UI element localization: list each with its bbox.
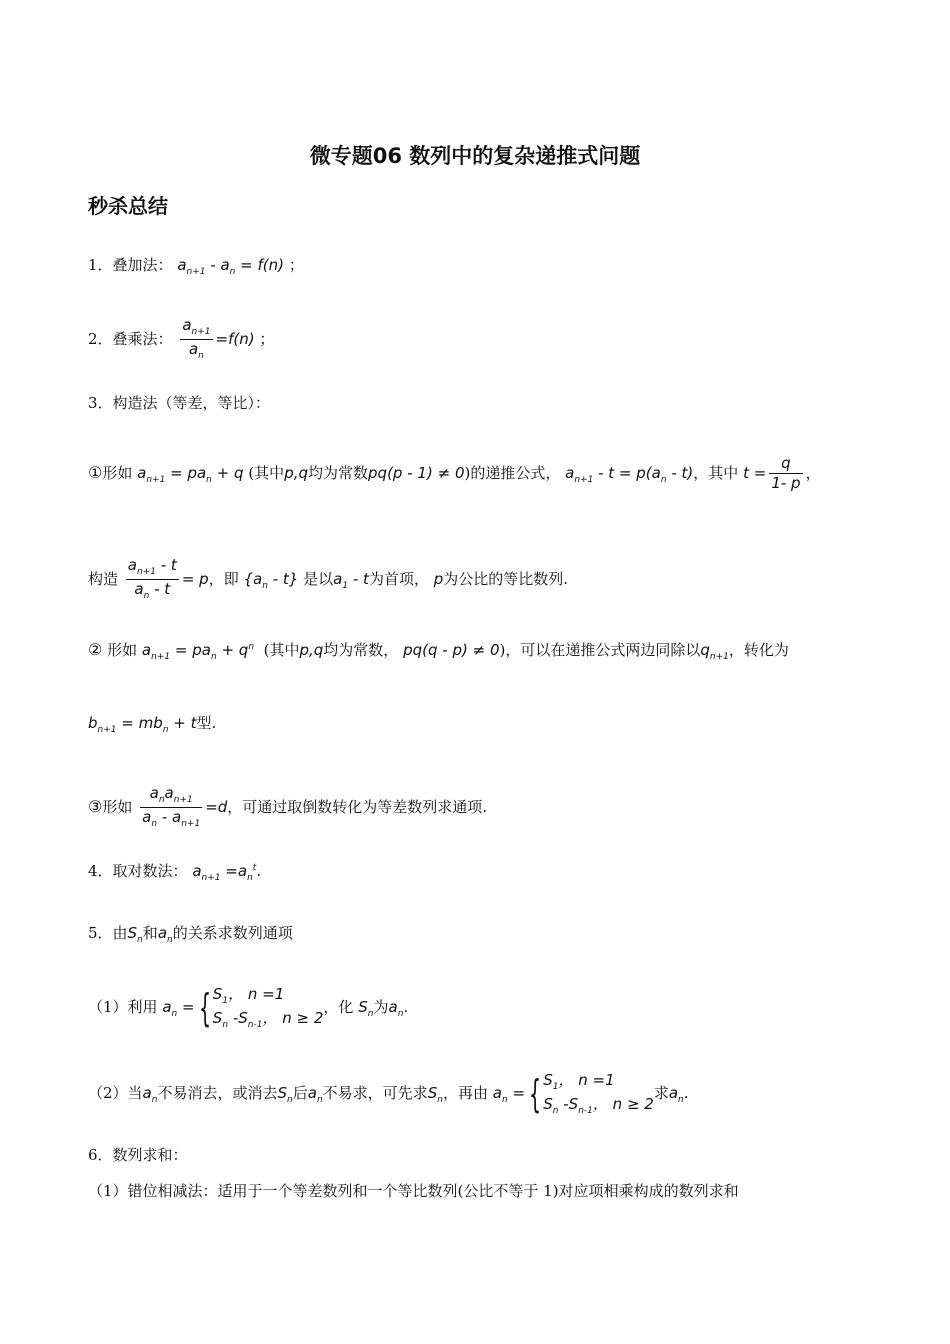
sub-item-2: （2）当$a_n$不易消去，或消去$S_n$后$a_n$不易求，可先求$S_n$，再由 $a_n$ = { $S_1$， n =1 $S_n$ $-S_{n-1}$， n ≥ 2求$a_n$. [88,1071,689,1117]
item-6: 6．数列求和： [88,1146,188,1164]
case-3: ③形如 $\frac{a_na_{n+1}}{a_n - a_{n+1}}$ =d，可通过取倒数转化为等差数列求通项. [88,784,488,829]
case-1-line-1: ①形如 $a_{n+1} = pa_n + q$ (其中p,q均为常数pq(p - 1) ≠ 0)的递推公式， $a_{n+1} - t = p(a_n - t)$，其中 t = $\frac{q}{1- p}$ ， [88,454,821,492]
sub-item-1: （1）利用 $a_n$ = { $S_1$， n =1 $S_n$ $-S_{n-1}$， n ≥ 2，化 $S_n$为$a_n$. [88,985,409,1031]
item-3: 3．构造法（等差，等比）： [88,394,271,412]
case-1-line-2: 构造 $\frac{a_{n+1} - t}{a_n - t}$ = p，即 $\{a_n - t\}$ 是以$a_1$ - t为首项， p为公比的等比数列. [88,556,569,601]
section-heading: 秒杀总结 [88,194,168,218]
page-title: 微专题06 数列中的复杂递推式问题 [309,144,641,168]
item-2: 2．叠乘法： $\frac{a_{n+1}}{a_n}$ =f(n) ； [88,316,275,361]
item-5: 5．由$S_n$和$a_n$的关系求数列通项 [88,924,293,945]
item-4: 4．取对数法： $a_{n+1} =a_n^t$. [88,862,262,883]
case-2-line-2: $b_{n+1} = mb_n + t$型. [88,714,217,735]
formula-multiplicative: $\frac{a_{n+1}}{a_n}$ =f(n) [182,316,255,361]
item-1: 1．叠加法： $a_{n+1} - a_n = f(n)$ ； [88,256,304,277]
case-2-line-1: ② 形如 $a_{n+1} = pa_n + q^n$ (其中p,q均为常数， pq(q - p) ≠ 0)，可以在递推公式两边同除以$q_{n+1}$，转化为 [88,640,789,662]
formula-additive: $a_{n+1} - a_n = f(n)$ [177,256,285,277]
sub-item-3: （1）错位相减法：适用于一个等差数列和一个等比数列(公比不等于 1)对应项相乘构成的数列求和 [88,1182,739,1200]
